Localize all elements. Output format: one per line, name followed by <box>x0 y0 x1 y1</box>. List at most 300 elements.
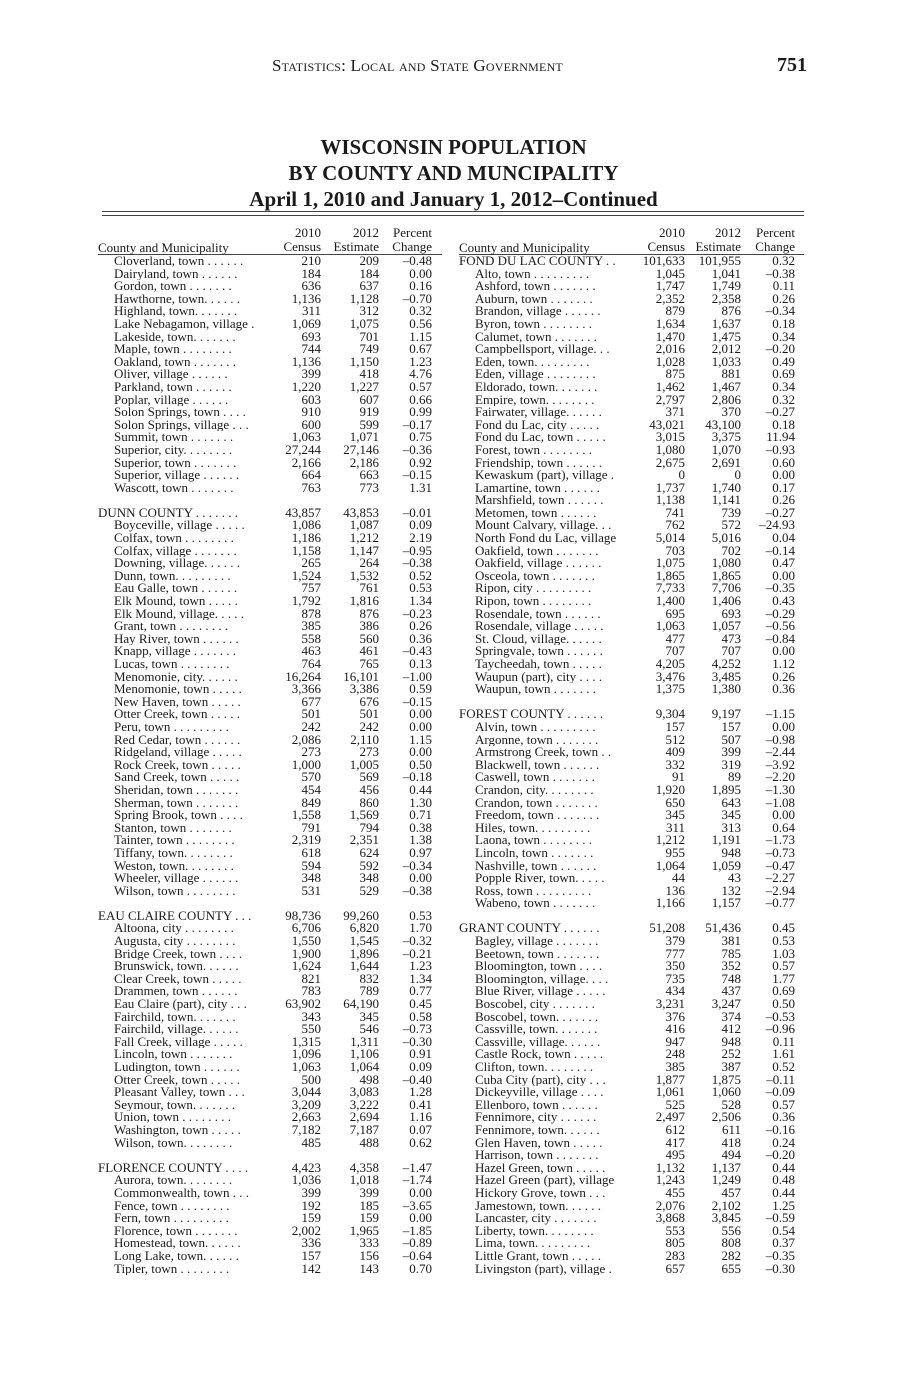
table-row <box>98 595 442 608</box>
census-2010-value: 695 <box>665 605 685 621</box>
table-row <box>459 1184 804 1200</box>
census-2010-value: 1,315 <box>291 1033 321 1049</box>
census-2010-value: 910 <box>301 404 321 420</box>
estimate-2012-value: 1,033 <box>711 353 741 369</box>
percent-change-value: –2.94 <box>765 882 795 898</box>
estimate-2012-value: 785 <box>721 945 741 961</box>
census-2010-value: 1,045 <box>655 265 685 281</box>
municipality-name: Highland, town. . . . . . . <box>114 305 238 318</box>
percent-change-value: 0.36 <box>772 1109 795 1125</box>
municipality-name: Waupun (part), city . . . . <box>475 670 603 684</box>
estimate-2012-value: 2,102 <box>711 1197 741 1213</box>
municipality-name: Bloomington, village. . . . <box>475 972 609 986</box>
census-2010-value: 2,797 <box>655 391 685 407</box>
census-2010-value: 44 <box>672 870 685 886</box>
table-row <box>98 431 442 444</box>
section-gap <box>98 1149 442 1162</box>
table-row <box>459 494 804 507</box>
estimate-2012-value: 707 <box>721 643 741 659</box>
table-row <box>459 1086 804 1099</box>
estimate-2012-value: 319 <box>721 756 741 772</box>
municipality-name: Springvale, town . . . . . . <box>475 645 603 658</box>
census-2010-value: 650 <box>665 794 685 810</box>
estimate-2012-value: 1,249 <box>711 1172 741 1188</box>
estimate-2012-value: 773 <box>359 479 379 495</box>
table-row <box>459 683 804 696</box>
municipality-name: Superior, city. . . . . . . . <box>114 443 233 457</box>
census-2010-value: 550 <box>301 1021 321 1037</box>
municipality-name: Eldorado, town. . . . . . . <box>475 380 598 394</box>
estimate-2012-value: 418 <box>721 1134 741 1150</box>
municipality-name: Forest, town . . . . . . . . <box>475 443 592 457</box>
municipality-name: Eau Galle, town . . . . . . <box>114 582 238 596</box>
municipality-name: Seymour, town. . . . . . . <box>114 1098 236 1112</box>
estimate-2012-value: 386 <box>359 618 379 634</box>
census-2010-value: 757 <box>301 580 321 596</box>
estimate-2012-value: 4,252 <box>711 656 741 671</box>
estimate-2012-value: 748 <box>721 970 741 986</box>
estimate-2012-value: 348 <box>359 870 379 886</box>
census-2010-value: 2,076 <box>655 1197 685 1213</box>
percent-change-value: 0.04 <box>772 530 795 546</box>
percent-change-value: 0.26 <box>772 668 795 684</box>
municipality-name: Alvin, town . . . . . . . . . <box>475 720 596 734</box>
census-2010-value: 955 <box>665 844 685 860</box>
county-row <box>98 1159 442 1175</box>
estimate-2012-value: 528 <box>721 1096 741 1112</box>
municipality-name: FLORENCE COUNTY . . . . <box>98 1161 249 1175</box>
municipality-name: EAU CLAIRE COUNTY . . . <box>98 909 252 923</box>
percent-change-value: –1.08 <box>765 794 795 810</box>
census-2010-value: 525 <box>665 1096 685 1112</box>
percent-change-value: –0.15 <box>402 467 432 483</box>
municipality-name: Wabeno, town . . . . . . . <box>475 897 596 910</box>
municipality-name: Boscobel, city . . . . . . . <box>475 998 595 1011</box>
estimate-2012-value: 507 <box>721 731 741 747</box>
census-2010-value: 791 <box>301 819 321 835</box>
estimate-2012-value: 1,406 <box>711 593 741 609</box>
table-row <box>459 945 804 961</box>
census-2010-value: 1,096 <box>291 1046 321 1062</box>
table-row <box>98 391 442 407</box>
percent-change-value: 0.32 <box>772 253 795 268</box>
municipality-name: Bridge Creek, town . . . . <box>114 947 243 961</box>
estimate-2012-value: 312 <box>359 303 379 319</box>
census-2010-value: 210 <box>301 253 321 268</box>
header-2012-estimate: 2012 Estimate <box>333 225 379 254</box>
census-2010-value: 101,633 <box>642 253 685 268</box>
census-2010-value: 477 <box>665 630 685 646</box>
municipality-name: Crandon, town . . . . . . . <box>475 796 598 810</box>
municipality-name: Wilson, town. . . . . . . . <box>114 1136 233 1150</box>
percent-change-value: 0.69 <box>772 366 795 382</box>
percent-change-value: 0.18 <box>772 416 795 432</box>
percent-change-value: 0.58 <box>409 1008 432 1024</box>
table-row <box>98 416 442 432</box>
census-2010-value: 273 <box>301 744 321 760</box>
percent-change-value: –0.20 <box>765 341 795 357</box>
census-2010-value: 91 <box>672 769 685 785</box>
census-2010-value: 1,900 <box>291 945 321 961</box>
estimate-2012-value: 832 <box>359 970 379 986</box>
percent-change-value: 0.54 <box>772 1222 795 1238</box>
census-2010-value: 2,663 <box>291 1109 321 1125</box>
estimate-2012-value: 437 <box>721 983 741 999</box>
municipality-name: Bloomington, town . . . . <box>475 960 603 973</box>
municipality-name: DUNN COUNTY . . . . . . . <box>98 506 238 520</box>
estimate-2012-value: 643 <box>721 794 741 810</box>
municipality-name: Eden, town. . . . . . . . . <box>475 355 590 369</box>
estimate-2012-value: 4,358 <box>349 1159 379 1175</box>
percent-change-value: 1.61 <box>772 1046 795 1062</box>
census-2010-value: 777 <box>665 945 685 961</box>
percent-change-value: 0.53 <box>772 933 795 949</box>
estimate-2012-value: 701 <box>359 328 379 344</box>
percent-change-value: –1.73 <box>765 832 795 848</box>
municipality-name: Elk Mound, village. . . . . <box>114 607 244 621</box>
percent-change-value: 0.36 <box>772 681 795 697</box>
estimate-2012-value: 7,187 <box>349 1121 379 1137</box>
percent-change-value: 0.32 <box>409 303 432 319</box>
percent-change-value: 0.00 <box>772 467 795 483</box>
table-row <box>459 532 804 545</box>
table-row <box>98 872 442 885</box>
municipality-name: Lakeside, town. . . . . . . <box>114 330 236 344</box>
municipality-name: Weston, town. . . . . . . . <box>114 859 234 873</box>
estimate-2012-value: 6,820 <box>349 920 379 936</box>
municipality-name: Ripon, town . . . . . . . . <box>475 595 592 608</box>
estimate-2012-value: 494 <box>721 1147 741 1163</box>
table-row <box>98 1033 442 1049</box>
table-row <box>459 998 804 1011</box>
percent-change-value: 0.07 <box>409 1121 432 1137</box>
municipality-name: Beetown, town . . . . . . . <box>475 947 600 961</box>
census-2010-value: 677 <box>301 693 321 709</box>
percent-change-value: –0.93 <box>765 441 795 457</box>
municipality-name: Aurora, town. . . . . . . . <box>114 1174 233 1187</box>
municipality-name: Florence, town . . . . . . . <box>114 1224 238 1238</box>
table-row <box>459 794 804 810</box>
municipality-name: Byron, town . . . . . . . . <box>475 317 592 331</box>
municipality-name: Ripon, city . . . . . . . . . <box>475 582 592 596</box>
table-row <box>98 469 442 482</box>
percent-change-value: 11.94 <box>766 429 795 445</box>
table-row <box>459 343 804 356</box>
estimate-2012-value: 456 <box>359 781 379 797</box>
percent-change-value: 0.45 <box>772 920 795 936</box>
title-rule-top <box>102 211 804 212</box>
census-2010-value: 763 <box>301 479 321 495</box>
header-2010-census: 2010 Census <box>283 225 321 254</box>
section-gap <box>98 897 442 910</box>
municipality-name: Liberty, town. . . . . . . . <box>475 1224 594 1238</box>
percent-change-value: 0.92 <box>409 454 432 470</box>
municipality-name: Elk Mound, town . . . . . <box>114 595 238 608</box>
census-2010-value: 1,212 <box>655 832 685 848</box>
percent-change-value: 0.44 <box>772 1184 795 1200</box>
estimate-2012-value: 860 <box>359 794 379 810</box>
municipality-name: Stanton, town . . . . . . . <box>114 821 232 835</box>
percent-change-value: 0.00 <box>772 643 795 659</box>
percent-change-value: 1.34 <box>409 970 432 986</box>
estimate-2012-value: 1,895 <box>711 781 741 797</box>
estimate-2012-value: 702 <box>721 542 741 558</box>
municipality-name: Homestead, town. . . . . . <box>114 1237 241 1250</box>
municipality-name: Kewaskum (part), village . <box>475 469 614 482</box>
census-2010-value: 3,015 <box>655 429 685 445</box>
percent-change-value: –0.35 <box>765 580 795 596</box>
table-row <box>98 756 442 772</box>
municipality-name: Dickeyville, village . . . . <box>475 1086 604 1099</box>
municipality-name: Waupun, town . . . . . . . <box>475 683 596 696</box>
table-row <box>459 756 804 772</box>
table-row <box>98 771 442 784</box>
table-title <box>0 134 907 212</box>
estimate-2012-value: 3,485 <box>711 668 741 684</box>
percent-change-value: 0.00 <box>409 870 432 886</box>
municipality-name: Long Lake, town. . . . . . <box>114 1249 239 1263</box>
census-2010-value: 1,136 <box>291 290 321 306</box>
percent-change-value: 1.30 <box>409 794 432 810</box>
census-2010-value: 485 <box>301 1134 321 1150</box>
table-row <box>98 1086 442 1099</box>
estimate-2012-value: 1,060 <box>711 1084 741 1100</box>
table-row <box>459 1008 804 1024</box>
percent-change-value: –0.30 <box>402 1033 432 1049</box>
header-2012-estimate: 2012 Estimate <box>695 225 741 254</box>
table-row <box>459 391 804 407</box>
percent-change-value: 1.16 <box>409 1109 432 1125</box>
percent-change-value: –1.15 <box>765 706 795 722</box>
estimate-2012-value: 876 <box>359 605 379 621</box>
estimate-2012-value: 501 <box>359 706 379 722</box>
percent-change-value: 0.00 <box>409 706 432 722</box>
census-2010-value: 553 <box>665 1222 685 1238</box>
municipality-name: Wheeler, village . . . . . . <box>114 872 239 885</box>
percent-change-value: –0.96 <box>765 1021 795 1037</box>
census-2010-value: 1,550 <box>291 933 321 949</box>
municipality-name: FOREST COUNTY . . . . . . <box>459 708 604 721</box>
table-row <box>459 454 804 470</box>
municipality-name: Blackwell, town . . . . . . <box>475 758 600 772</box>
table-row <box>98 1237 442 1250</box>
table-row <box>459 809 804 822</box>
percent-change-value: –0.70 <box>402 290 432 306</box>
table-row <box>98 343 442 356</box>
census-2010-value: 454 <box>301 781 321 797</box>
table-row <box>98 368 442 381</box>
percent-change-value: 1.25 <box>772 1197 795 1213</box>
estimate-2012-value: 43 <box>728 870 741 886</box>
estimate-2012-value: 1,080 <box>711 555 741 571</box>
table-row <box>459 935 804 948</box>
estimate-2012-value: 569 <box>359 769 379 785</box>
municipality-name: Friendship, town . . . . . . <box>475 456 603 470</box>
census-2010-value: 875 <box>665 366 685 382</box>
municipality-name: Rosendale, village . . . . . <box>475 620 604 633</box>
municipality-name: Dunn, town. . . . . . . . . <box>114 569 231 583</box>
table-row <box>98 353 442 369</box>
table-row <box>98 630 442 646</box>
estimate-2012-value: 663 <box>359 467 379 483</box>
census-2010-value: 4,423 <box>291 1159 321 1175</box>
percent-change-value: 0.18 <box>772 315 795 331</box>
municipality-name: Hazel Green (part), village <box>475 1174 615 1187</box>
percent-change-value: –1.74 <box>402 1172 432 1188</box>
municipality-name: Hazel Green, town . . . . . <box>475 1161 606 1175</box>
estimate-2012-value: 1,018 <box>349 1172 379 1188</box>
municipality-name: Laona, town . . . . . . . . <box>475 834 592 847</box>
municipality-name: Otter Creek, town . . . . . <box>114 1073 241 1087</box>
table-row <box>459 469 804 482</box>
table-row <box>459 567 804 583</box>
table-row <box>459 746 804 759</box>
municipality-name: Tipler, town . . . . . . . . <box>114 1262 230 1276</box>
municipality-name: Colfax, village . . . . . . . <box>114 544 237 558</box>
percent-change-value: 0.38 <box>409 819 432 835</box>
estimate-2012-value: 808 <box>721 1235 741 1251</box>
percent-change-value: 0.00 <box>772 567 795 583</box>
estimate-2012-value: 1,005 <box>349 756 379 772</box>
title-line-2: BY COUNTY AND MUNCIPALITY <box>288 161 619 185</box>
census-2010-value: 744 <box>301 341 321 357</box>
estimate-2012-value: 1,150 <box>349 353 379 369</box>
estimate-2012-value: 461 <box>359 643 379 659</box>
estimate-2012-value: 794 <box>359 819 379 835</box>
table-row <box>98 985 442 998</box>
municipality-name: Poplar, village . . . . . . <box>114 393 229 407</box>
percent-change-value: 0.00 <box>409 718 432 734</box>
municipality-name: Hawthorne, town. . . . . . <box>114 292 241 306</box>
section-gap <box>459 910 804 923</box>
census-2010-value: 603 <box>301 391 321 407</box>
census-2010-value: 1,000 <box>291 756 321 772</box>
estimate-2012-value: 156 <box>359 1247 379 1263</box>
municipality-name: Wilson, town . . . . . . . . <box>114 884 236 898</box>
estimate-2012-value: 3,222 <box>349 1096 379 1112</box>
percent-change-value: 0.36 <box>409 630 432 646</box>
municipality-name: Argonne, town . . . . . . . <box>475 733 599 747</box>
census-2010-value: 7,733 <box>655 580 685 596</box>
percent-change-value: –0.29 <box>765 605 795 621</box>
percent-change-value: 0.00 <box>409 1184 432 1200</box>
municipality-name: Dairyland, town . . . . . . <box>114 267 238 281</box>
municipality-name: Downing, village. . . . . . <box>114 557 241 570</box>
census-2010-value: 2,675 <box>655 454 685 470</box>
municipality-name: Cuba City (part), city . . . <box>475 1073 606 1087</box>
percent-change-value: 1.34 <box>409 593 432 609</box>
table-row <box>98 315 442 331</box>
table-row <box>459 431 804 444</box>
estimate-2012-value: 1,380 <box>711 681 741 697</box>
table-row <box>459 630 804 646</box>
percent-change-value: 0.75 <box>409 429 432 445</box>
county-row <box>459 708 804 721</box>
estimate-2012-value: 749 <box>359 341 379 357</box>
percent-change-value: 0.09 <box>409 1059 432 1074</box>
estimate-2012-value: 655 <box>721 1260 741 1276</box>
percent-change-value: 0.11 <box>772 278 795 294</box>
percent-change-value: –0.38 <box>402 882 432 898</box>
percent-change-value: 0.53 <box>409 907 432 923</box>
estimate-2012-value: 1,749 <box>711 278 741 294</box>
table-row <box>459 595 804 608</box>
percent-change-value: –0.01 <box>402 504 432 520</box>
table-row <box>98 731 442 747</box>
municipality-name: GRANT COUNTY . . . . . . <box>459 922 600 936</box>
estimate-2012-value: 457 <box>721 1184 741 1200</box>
table-row <box>459 819 804 835</box>
census-2010-value: 612 <box>665 1121 685 1137</box>
municipality-name: Drammen, town . . . . . . <box>114 985 238 999</box>
percent-change-value: 1.23 <box>409 353 432 369</box>
municipality-name: Peru, town . . . . . . . . . <box>114 720 229 734</box>
table-row <box>98 255 442 268</box>
table-row <box>459 1174 804 1187</box>
census-2010-value: 735 <box>665 970 685 986</box>
table-row <box>98 857 442 873</box>
percent-change-value: –2.27 <box>765 870 795 886</box>
estimate-2012-value: 2,351 <box>349 832 379 848</box>
percent-change-value: –0.34 <box>765 303 795 319</box>
census-2010-value: 379 <box>665 933 685 949</box>
estimate-2012-value: 64,190 <box>343 996 379 1012</box>
table-row <box>98 658 442 671</box>
estimate-2012-value: 399 <box>359 1184 379 1200</box>
municipality-name: Ashford, town . . . . . . . <box>475 280 596 293</box>
census-2010-value: 385 <box>665 1059 685 1074</box>
census-2010-value: 1,158 <box>291 542 321 558</box>
table-row <box>98 746 442 759</box>
census-2010-value: 1,063 <box>655 618 685 634</box>
percent-change-value: 0.45 <box>409 996 432 1012</box>
estimate-2012-value: 2,694 <box>349 1109 379 1125</box>
percent-change-value: –1.00 <box>402 668 432 684</box>
census-2010-value: 142 <box>301 1260 321 1276</box>
municipality-name: Parkland, town . . . . . . <box>114 380 232 394</box>
census-2010-value: 2,086 <box>291 731 321 747</box>
municipality-name: Solon Springs, village . . . <box>114 418 249 432</box>
municipality-name: St. Cloud, village. . . . . . <box>475 632 602 646</box>
estimate-2012-value: 2,691 <box>711 454 741 470</box>
estimate-2012-value: 3,083 <box>349 1084 379 1100</box>
municipality-name: Lake Nebagamon, village . <box>114 317 255 331</box>
census-2010-value: 741 <box>665 504 685 520</box>
table-row <box>459 1134 804 1150</box>
census-2010-value: 1,792 <box>291 593 321 609</box>
table-row <box>98 1071 442 1087</box>
estimate-2012-value: 1,106 <box>349 1046 379 1062</box>
census-2010-value: 348 <box>301 870 321 886</box>
percent-change-value: –1.30 <box>765 781 795 797</box>
table-row <box>459 353 804 369</box>
census-2010-value: 501 <box>301 706 321 722</box>
estimate-2012-value: 607 <box>359 391 379 407</box>
estimate-2012-value: 3,375 <box>711 429 741 445</box>
percent-change-value: 0.13 <box>409 656 432 671</box>
table-row <box>459 406 804 419</box>
municipality-name: Brunswick, town. . . . . . <box>114 960 239 973</box>
section-gap <box>459 696 804 709</box>
municipality-name: Crandon, city. . . . . . . . <box>475 783 594 797</box>
census-2010-value: 417 <box>665 1134 685 1150</box>
census-2010-value: 385 <box>301 618 321 634</box>
table-row <box>98 406 442 419</box>
municipality-name: Commonwealth, town . . . <box>114 1186 250 1200</box>
table-row <box>459 441 804 457</box>
table-row <box>98 1134 442 1150</box>
table-row <box>459 645 804 658</box>
